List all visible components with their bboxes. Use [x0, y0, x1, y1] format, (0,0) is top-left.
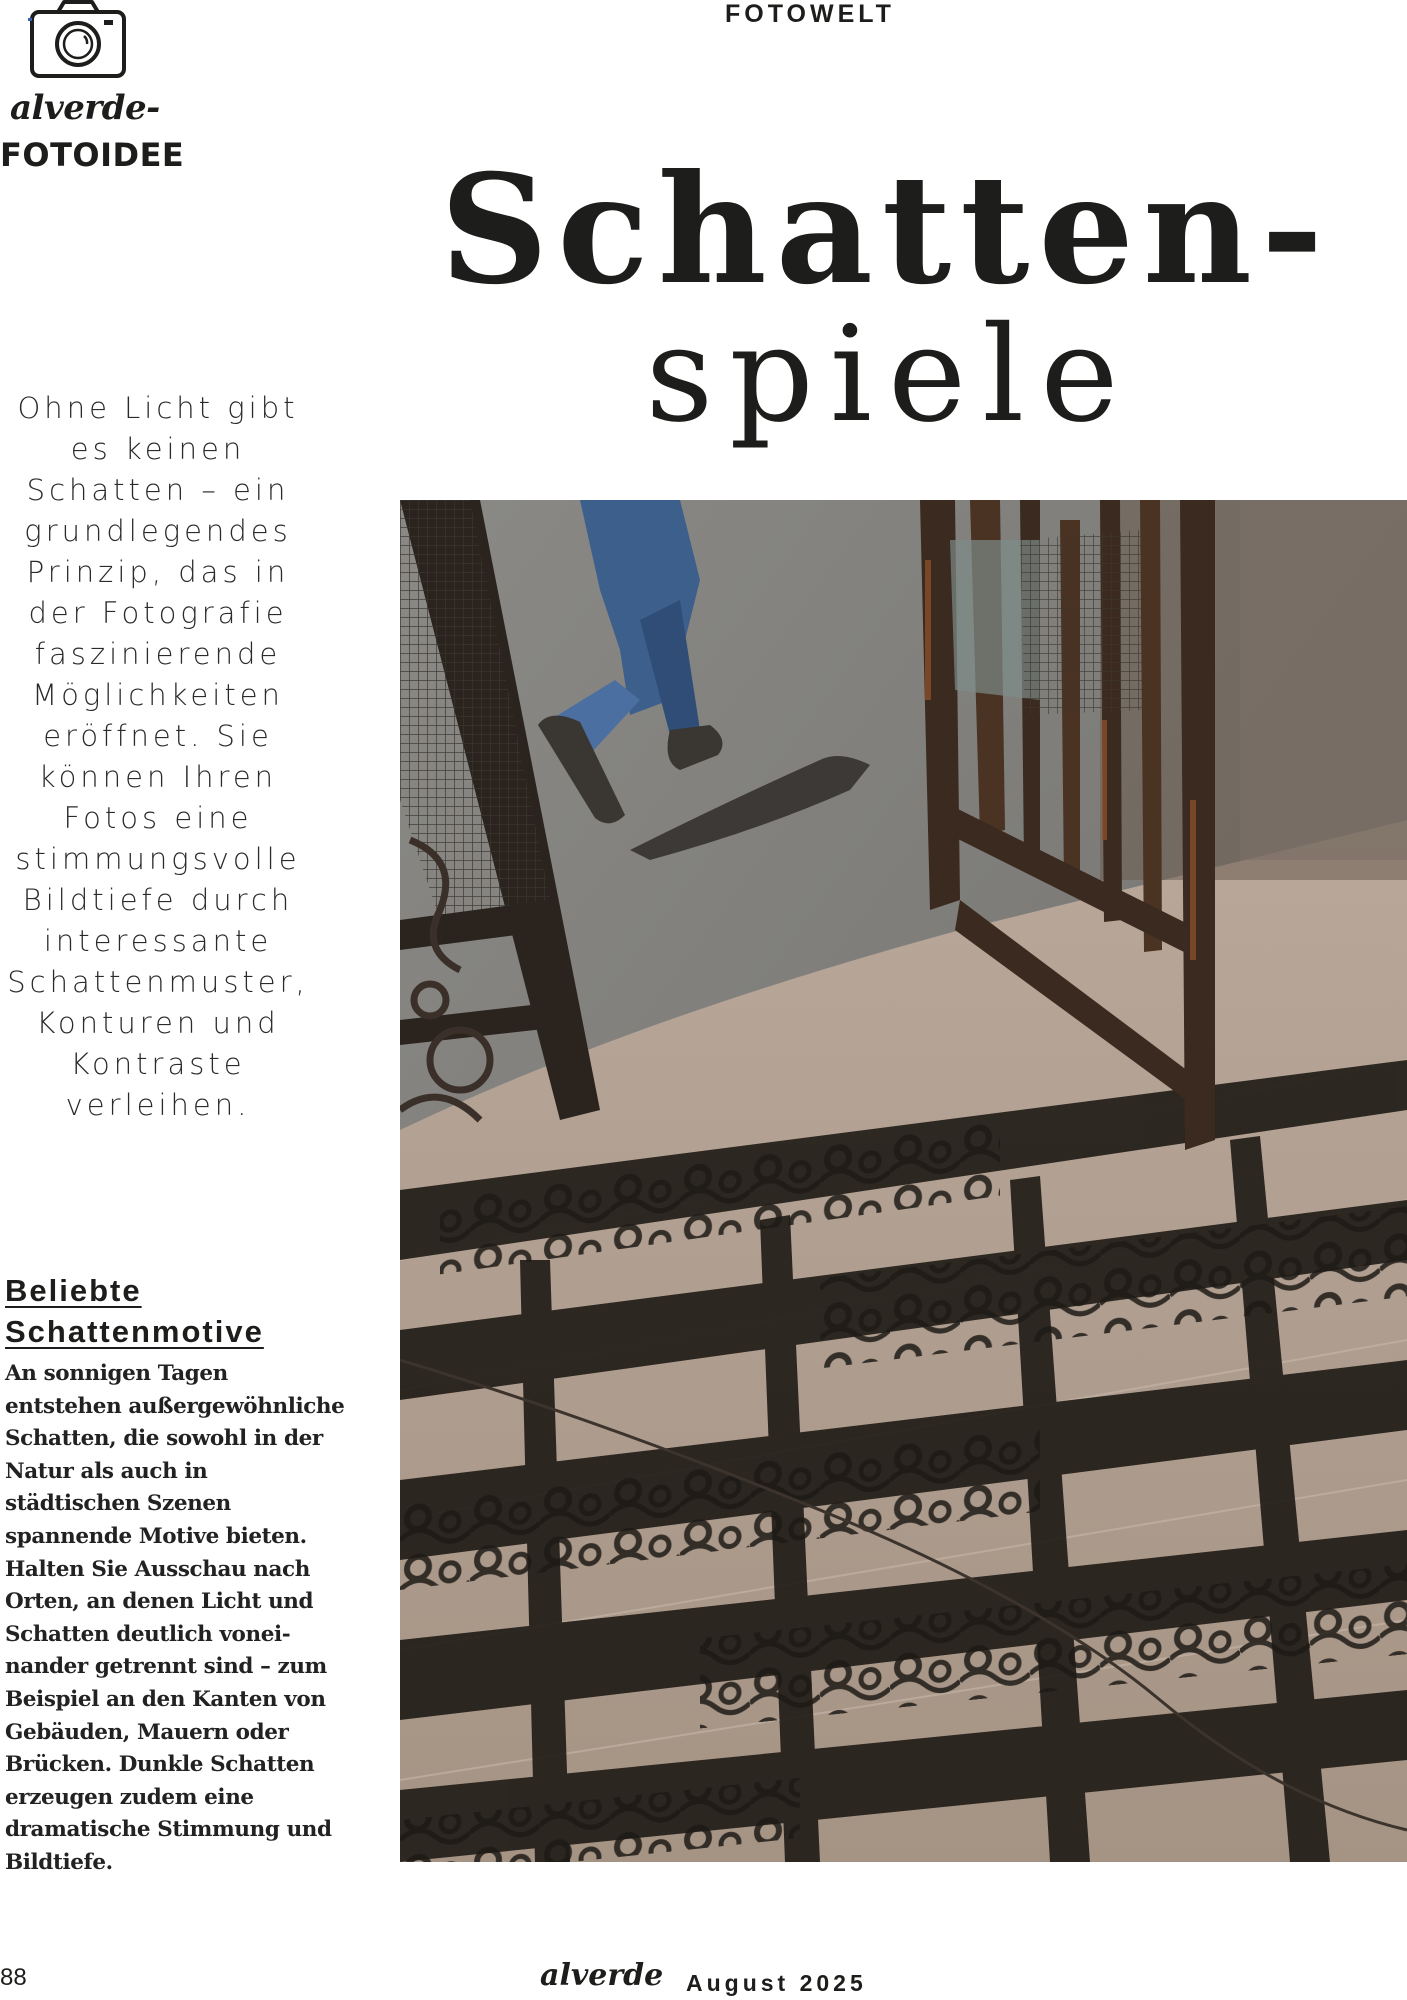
intro-text: Ohne Licht gibt es keinen Schatten – ein grundlegendes Prinzip, das in der Fotografie faszinierende Möglichkeiten eröffnet. Sie können Ihren Fotos eine stimmungsvolle Bildtiefe durch interessante Schattenmuster, Konturen und Kontraste verleihen. — [7, 391, 309, 1122]
footer-brand: alverde — [540, 1958, 664, 1993]
page-number: 88 — [0, 1964, 27, 1991]
section-label: FOTOWELT — [725, 0, 895, 28]
camera-icon — [28, 0, 128, 80]
article-heading: Beliebte Schattenmotive — [5, 1273, 264, 1349]
badge-brand: alverde- — [10, 88, 160, 128]
page-title-line-2: spiele — [645, 298, 1135, 452]
article-photo — [400, 500, 1407, 1862]
footer-date: August 2025 — [686, 1970, 867, 1996]
badge-label: FOTOIDEE — [0, 136, 185, 174]
page-title-line-1: Schatten- — [440, 142, 1333, 318]
article-body: An sonnigen Tagen entstehen außergewöhnliche Schatten, die sowohl in der Natur als auch in städtischen Szenen spannende Motive bieten. Halten Sie Ausschau nach Orten, an denen Licht und Schatten deutlich voneinander getrennt sind – zum Beispiel an den Kanten von Gebäuden, Mauern oder Brücken. Dunkle Schatten erzeugen zudem eine dramatische Stimmung und Bildtiefe. — [5, 1361, 345, 1875]
